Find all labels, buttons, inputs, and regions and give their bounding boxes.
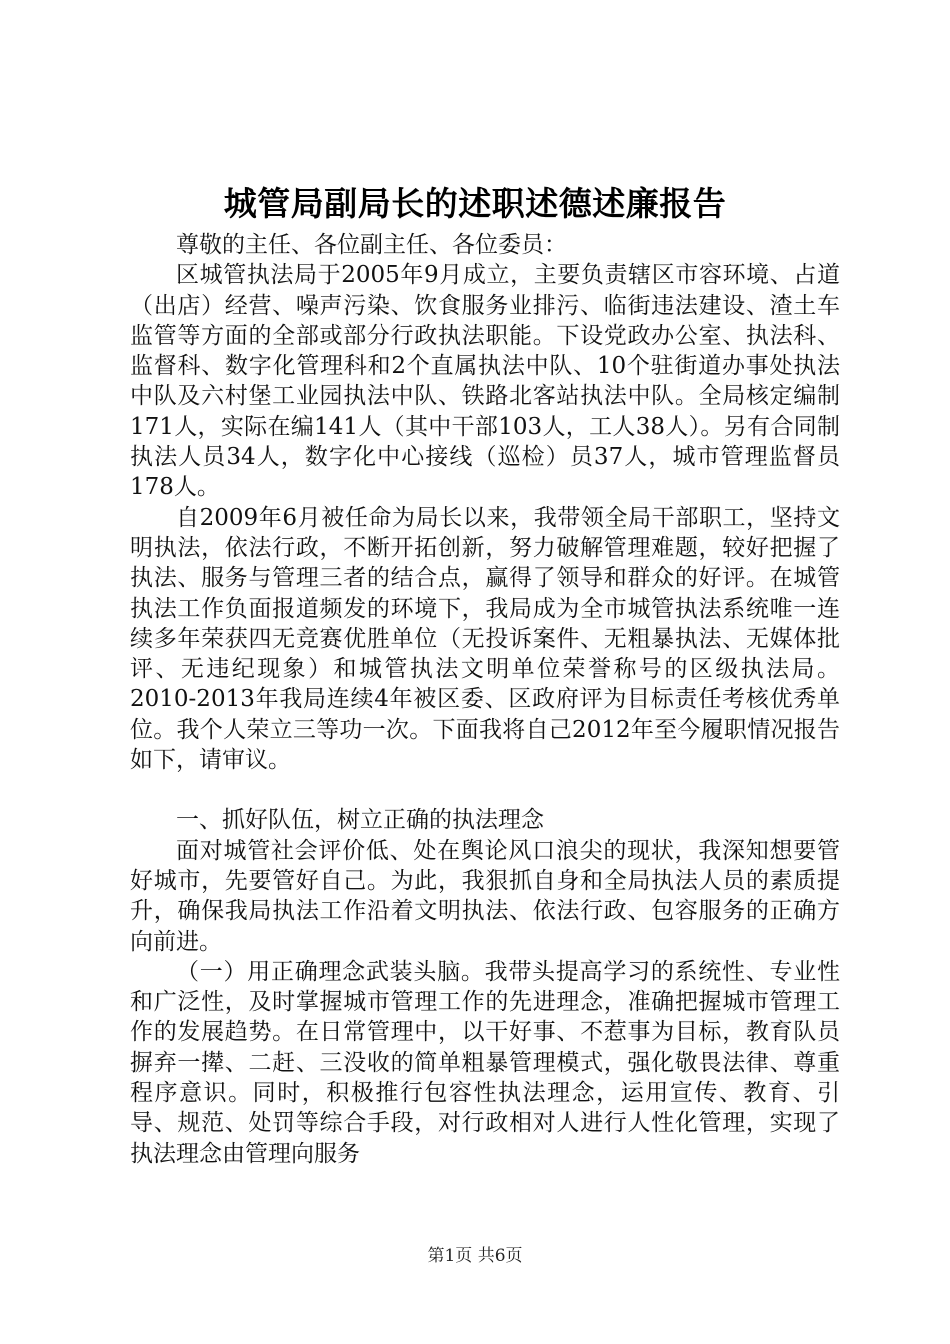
subsection-paragraph: （一）用正确理念武装头脑。我带头提高学习的系统性、专业性和广泛性，及时掌握城市管理工作的先进理念，准确把握城市管理工作的发展趋势。在日常管理中，以干好事、不惹事为目标，教育队员摒弃一撵、二赶、三没收的简单粗暴管理模式，强化敬畏法律、尊重程序意识。同时，积极推行包容性执法理念，运用宣传、教育、引导、规范、处罚等综合手段，对行政相对人进行人性化管理，实现了执法理念由管理向服务 [130,958,840,1167]
document-title: 城管局副局长的述职述德述廉报告 [223,184,727,223]
salutation-paragraph: 尊敬的主任、各位副主任、各位委员： [176,232,567,258]
page-number: 第1页 共6页 [427,1246,523,1266]
intro-paragraph: 区城管执法局于2005年9月成立，主要负责辖区市容环境、占道（出店）经营、噪声污染、饮食服务业排污、临街违法建设、渣土车监管等方面的全部或部分行政执法职能。下设党政办公室、执法科、监督科、数字化管理科和2个直属执法中队、10个驻街道办事处执法中队及六村堡工业园执法中队、铁路北客站执法中队。全局核定编制171人，实际在编141人（其中干部103人，工人38人）。另有合同制执法人员34人，数字化中心接线（巡检）员37人，城市管理监督员178人。 [130,262,840,501]
section-intro-paragraph: 面对城管社会评价低、处在舆论风口浪尖的现状，我深知想要管好城市，先要管好自己。为此，我狠抓自身和全局执法人员的素质提升，确保我局执法工作沿着文明执法、依法行政、包容服务的正确方向前进。 [130,837,840,955]
section-heading: 一、抓好队伍，树立正确的执法理念 [176,807,544,834]
document-body [130,230,840,1169]
summary-paragraph: 自2009年6月被任命为局长以来，我带领全局干部职工，坚持文明执法，依法行政，不断开拓创新，努力破解管理难题，较好把握了执法、服务与管理三者的结合点，赢得了领导和群众的好评。在城管执法工作负面报道频发的环境下，我局成为全市城管执法系统唯一连续多年荣获四无竞赛优胜单位（无投诉案件、无粗暴执法、无媒体批评、无违纪现象）和城管执法文明单位荣誉称号的区级执法局。2010-2013年我局连续4年被区委、区政府评为目标责任考核优秀单位。我个人荣立三等功一次。下面我将自己2012年至今履职情况报告如下，请审议。 [130,504,840,774]
